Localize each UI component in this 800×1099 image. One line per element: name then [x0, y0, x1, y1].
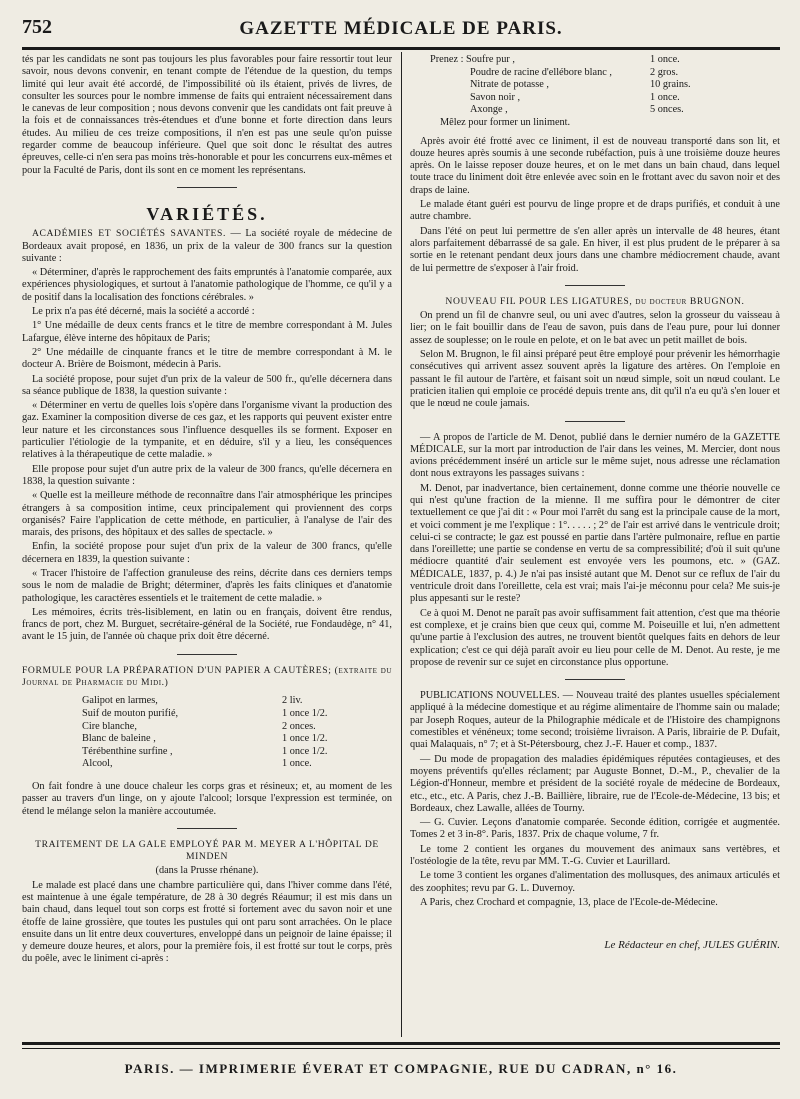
fil-paragraph-2: Selon M. Brugnon, le fil ainsi préparé peut être employé pour prévenir les hémorrhagie consécutives qui arrivent assez souvent après la ligature des artères. On l'emploie en passant le fil autour de l'artère, et faisant soit un nœud simple, soit un nœud coulant. Le praticien italien qui emploie ce procédé depuis trente ans, dit qu'il n'a eu qu'à s'en louer et que le nœud ne coule jamais.	[410, 349, 780, 410]
academies-paragraph-3: 1° Une médaille de deux cents francs et le titre de membre correspondant à M. Jules Lafargue, élève interne des hôpitaux de Paris;	[22, 320, 392, 344]
publications-paragraph-6: A Paris, chez Crochard et compagnie, 13, place de l'Ecole-de-Médecine.	[420, 896, 718, 908]
academies-question-3: « Quelle est la meilleure méthode de reconnaître dans l'air atmosphérique les principes étrangers à sa composition intime, ceux principalement qui proviennent des corps organisés? Faire l'application de cette méthode, en particulier, à l'analyse de l'air des marais, des prisons, des hôpitaux et des salles de spectacle. »	[22, 490, 392, 539]
formule-ingredients	[82, 695, 392, 771]
academies-paragraph-4: 2° Une médaille de cinquante francs et le titre de membre correspondant à M. le docteur A. Brière de Boismont, médecin à Paris.	[22, 346, 392, 371]
ingredient-row: Nitrate de potasse , 10 grains.	[470, 79, 691, 91]
column-divider	[401, 52, 402, 1037]
ingredient-row: Alcool, 1 once.	[82, 758, 312, 770]
footer-rule	[22, 1042, 780, 1045]
page-title: GAZETTE MÉDICALE DE PARIS.	[239, 18, 563, 39]
gale-paragraph: Le malade est placé dans une chambre particulière qui, dans l'hiver comme dans l'été, est maintenue à une égale température, de 28 à 30 degrés Réaumur; il est mis dans un bain chaud, dans lequel tout son corps est frotté si fortement avec du savon noir et une étoffe de laine grossière, que toutes les pustules qui ont paru sont arrachées. On le place ensuite dans un lit entre deux couvertures, enveloppé dans un peignoir de laine épaisse; il y demeure douze heures, et alors, pour la première fois, il est frotté sur tout le corps, près du poêle, avec le liniment ci-après :	[22, 879, 392, 965]
page-header	[22, 14, 780, 46]
footer-rule-thin	[22, 1048, 780, 1049]
denot-paragraph-2: M. Denot, par inadvertance, bien certainement, donne comme une théorie nouvelle ce qui n'est qu'une fraction de la mienne. Il me suffira pour le démontrer de citer textuellement ce que j'ai dit : « Pour moi l'arrêt du sang est la principale cause de la mort, et voici comment je me l'explique : 1°. . . . . ; 2° de l'air est arrivé dans le ventricule droit; celui-ci se contracte; le gaz est poussé en partie dans l'artère pulmonaire, reflue en partie dans l'oreillette; une partie se condense en vertu de sa compressibilité; d'où il suit qu'une médiocre quantité d'air seulement est envoyée vers les poumons, etc. » (GAZ. MÉDICALE, 1837, p. 4.) Je n'ai pas insisté autant que M. Denot sur ce reflux de l'air du ventricule droit dans l'oreillette, cela est vrai; mais l'ai-je méconnu pour cela? Me suis-je plus appesanti sur le reste?	[410, 482, 780, 605]
section-divider	[565, 421, 625, 422]
recipe-instruction: Mêlez pour former un liniment.	[440, 116, 571, 128]
section-divider	[565, 285, 625, 286]
gale-paragraph-3: Le malade étant guéri est pourvu de linge propre et de draps purifiés, et conduit à une autre chambre.	[410, 199, 780, 223]
academies-question-4: « Tracer l'histoire de l'affection granuleuse des reins, décrite dans ces derniers temps sous le nom de maladie de Bright; déterminer, d'après les faits cliniques et d'anatomie pathologique, les caractères essentiels et le traitement de cette maladie. »	[22, 567, 392, 604]
section-divider	[565, 679, 625, 680]
fil-heading: NOUVEAU FIL POUR LES LIGATURES, du docteur BRUGNON.	[445, 295, 745, 307]
ingredient-row: Térébenthine surfine , 1 once 1/2.	[82, 745, 328, 757]
ingredient-row: Savon noir , 1 once.	[470, 91, 680, 103]
editor-signature: Le Rédacteur en chef, JULES GUÉRIN.	[604, 939, 780, 952]
intro-paragraph: tés par les candidats ne sont pas toujours les plus favorables pour faire ressortir tout leur savoir, nous devons convenir, en tenant compte de l'étendue de la question, du temps limité qui leur avait été accordé, de l'impossibilité où ils étaient, privés de livres, de consulter les sources pour le nombre immense de faits qui entraient nécessairement dans le canevas de leur composition ; nous devons convenir que les candidats ont fait preuve à la fois et de connaissances très-étendues et d'une bonne et forte direction dans leurs études. Au milieu de ces treize compositions, il n'en est pas une seule qu'on puisse regarder comme de beaucoup inférieure. Quel que soit donc le résultat des autres épreuves, celle-ci n'en sera pas moins très-honorable et pour les concurrens eux-mêmes et pour la Faculté de Paris, dont ils sont en ce moment les représentans.	[22, 54, 392, 176]
gale-paragraph-2: Après avoir été frotté avec ce liniment, il est de nouveau transporté dans son lit, et douze heures après soumis à une seconde rubéfaction, puis à une troisième douze heures après. On le laisse reposer douze heures, et on le met dans un bain chaud, dans lequel toute trace du liniment doit être enlevée avec soin en le frottant avec du savon noir et des draps de laine.	[410, 135, 780, 196]
academies-paragraph-8: Les mémoires, écrits très-lisiblement, en latin ou en français, doivent être rendus, francs de port, chez M. Burguet, secrétaire-général de la Société, rue Fondaudège, n° 41, avant le 15 juin, de l'année où chaque prix doit être décerné.	[22, 606, 392, 643]
gale-paragraph-4: Dans l'été on peut lui permettre de s'en aller après un intervalle de 48 heures, étant alors parfaitement débarrassé de sa gale. En hiver, il est plus prudent de le préparer à sa sortie en le retenant pendant deux jours dans une chambre médiocrement chaude, avant de lui permettre de s'exposer à l'air froid.	[410, 225, 780, 274]
academies-heading: ACADÉMIES ET SOCIÉTÉS SAVANTES.	[32, 228, 226, 240]
publications-paragraph-1: PUBLICATIONS NOUVELLES. — Nouveau traité des plantes usuelles spécialement appliqué à la médecine domestique et au régime alimentaire de l'homme sain ou malade; par Joseph Roques, auteur de la Philographie médicale et de l'Histoire des champignons comestibles et vénéneux; tome second; troisième livraison. A Paris, librairie de P. Dufait, quai Malaquais, n° 7; et à St-Pétersbourg, chez J.-F. Hauer et comp., 1837.	[410, 690, 780, 751]
ingredient-row: Blanc de baleine , 1 once 1/2.	[82, 733, 328, 745]
academies-paragraph-5: La société propose, pour sujet d'un prix de la valeur de 500 fr., qu'elle décernera dans sa séance publique de 1838, la question suivante :	[22, 373, 392, 397]
denot-paragraph-1: — A propos de l'article de M. Denot, publié dans le dernier numéro de la GAZETTE MÉDICALE, sur la mort par introduction de l'air dans les veines, M. Mercier, dont nous avions précédemment inséré un article sur le même sujet, nous adresse une réclamation dont nous extrayons les passages suivans :	[410, 431, 780, 480]
formule-heading: FORMULE POUR LA PRÉPARATION D'UN PAPIER A CAUTÈRES; (extraite du Journal de Pharmacie du Midi.)	[22, 664, 392, 689]
ingredient-row: Cire blanche, 2 onces.	[82, 720, 316, 732]
academies-question-1: « Déterminer, d'après le rapprochement des faits empruntés à l'anatomie comparée, aux expériences physiologiques, et surtout à l'anatomie pathologique de l'homme, ce qu'il y a de positif dans la localisation des fonctions cérébrales. »	[22, 267, 392, 303]
formule-paragraph: On fait fondre à une douce chaleur les corps gras et résineux; et, au moment de les passer au travers d'un linge, on y ajoute l'alcool; lorsque l'expression est terminée, on étend le mélange selon la manière accoutumée.	[22, 780, 392, 817]
fil-paragraph-1: On prend un fil de chanvre seul, ou uni avec d'autres, selon la grosseur du vaisseau à lier; on le fait bouillir dans de l'eau de savon, puis dans de l'eau pure, pour lui donner assez de souplesse; on le roule en pelote, et on le bat avec un petit maillet de bois.	[410, 310, 780, 346]
right-column	[410, 54, 780, 951]
section-divider	[177, 828, 237, 829]
academies-paragraph-2: Le prix n'a pas été décerné, mais la société a accordé :	[32, 306, 255, 318]
academies-paragraph-7: Enfin, la société propose pour sujet d'un prix de la valeur de 300 francs, qu'elle décernera en 1839, la question suivante :	[22, 541, 392, 565]
ingredient-row: Poudre de racine d'ellébore blanc , 2 gros.	[470, 66, 679, 78]
printer-footer: PARIS. — IMPRIMERIE ÉVERAT ET COMPAGNIE, RUE DU CADRAN, n° 16.	[124, 1061, 678, 1076]
academies-question-2: « Déterminer en vertu de quelles lois s'opère dans l'organisme vivant la production des gaz. Examiner la composition diverse de ces gaz, et les rapports qui peuvent exister entre leur nature et les circonstances sous l'influence desquelles ils se forment. Exposer en particulier l'étiologie de la tympanite, et en déduire, s'il y a lieu, les conséquences relatives à la thérapeutique de cette maladie. »	[22, 400, 392, 461]
publications-paragraph-2: — Du mode de propagation des maladies épidémiques réputées contagieuses, et des moyens préventifs qu'elles réclament; par Auguste Bonnet, D.-M., P., chevalier de la Légion-d'Honneur, membre et président de la société royale de médecine de Bordeaux, etc., etc., etc. A Paris, chez J.-B. Baillière, libraire, rue de l'Ecole-de-Médecine, 13 bis; et Bordeaux, chez Lawalle, allées de Tourny.	[410, 753, 780, 814]
left-column	[22, 54, 392, 968]
ingredient-row: Galipot en larmes, 2 liv.	[82, 695, 303, 707]
page-number: 752	[22, 16, 52, 38]
liniment-recipe	[430, 54, 780, 130]
section-title-varietes: VARIÉTÉS.	[146, 203, 268, 224]
publications-paragraph-5: Le tome 3 contient les organes d'alimentation des mollusques, des animaux articulés et des zoophites; revu par G. L. Duvernoy.	[410, 870, 780, 894]
gale-subheading: (dans la Prusse rhénane).	[155, 865, 259, 877]
ingredient-row: Suif de mouton purifié, 1 once 1/2.	[82, 707, 328, 719]
header-rule	[22, 47, 780, 50]
publications-paragraph-4: Le tome 2 contient les organes du mouvement des animaux sans vertèbres, et l'ostéologie de la tête, revu par MM. T.-G. Cuvier et Laurillard.	[410, 843, 780, 867]
denot-paragraph-3: Ce à quoi M. Denot ne paraît pas avoir suffisamment fait attention, c'est que ma théorie est complexe, et je crains bien que ceux qui, comme M. Poiseuille et lui, n'en admettent qu'une partie à l'exclusion des autres, ne trouvent bientôt quelques faits en dehors de leur explication; c'est ce qui déjà paraît avoir eu lieu pour celle de M. Denot. Au reste, je me propose de revenir sur ce sujet en circonstance plus opportune.	[410, 607, 780, 668]
section-divider	[177, 187, 237, 188]
publications-paragraph-3: — G. Cuvier. Leçons d'anatomie comparée. Seconde édition, corrigée et augmentée. Tomes 2 et 3 in-8°. Paris, 1837. Prix de chaque volume, 7 fr.	[410, 817, 780, 841]
academies-paragraph: ACADÉMIES ET SOCIÉTÉS SAVANTES. — La société royale de médecine de Bordeaux avait proposé, en 1836, un prix de la valeur de 300 francs sur la question suivante :	[22, 228, 392, 264]
academies-paragraph-6: Elle propose pour sujet d'un autre prix de la valeur de 300 francs, qu'elle décernera en 1838, la question suivante :	[22, 463, 392, 487]
gale-heading: TRAITEMENT DE LA GALE EMPLOYÉ PAR M. MEYER A L'HÔPITAL DE MINDEN	[35, 838, 379, 863]
ingredient-row: Prenez : Soufre pur , 1 once.	[430, 54, 680, 65]
ingredient-row: Axonge , 5 onces.	[470, 104, 684, 116]
section-divider	[177, 654, 237, 655]
